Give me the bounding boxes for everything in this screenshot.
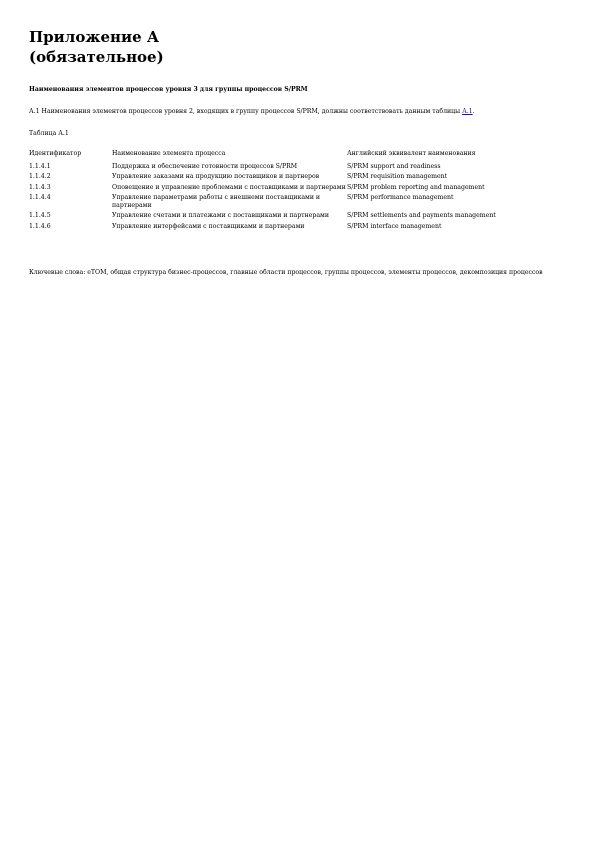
section-subtitle: Наименования элементов процессов уровня 3 для группы процессов S/PRM [29, 86, 308, 93]
page-title [29, 27, 569, 67]
cell-english: S/PRM requisition management [347, 173, 448, 180]
cell-english: S/PRM problem reporting and management [347, 183, 485, 191]
table-row [29, 173, 569, 184]
paragraph-end: . [472, 108, 475, 115]
table-reference-link[interactable]: А.1 [462, 108, 473, 115]
cell-identifier: 1.1.4.5 [29, 212, 51, 219]
cell-name: Управление интерфейсами с поставщиками и партнерами [112, 222, 305, 230]
cell-english: S/PRM performance management [347, 194, 454, 201]
title-line-1: Приложение А [29, 28, 160, 46]
paragraph-text: А.1 Наименования элементов процессов уровня 2, входящих в группу процессов S/PRM, должны соответствовать данным таблицы [29, 108, 463, 115]
keywords-paragraph: Ключевые слова: eTOM, общая структура бизнес-процессов, главные области процессов, группы процессов, элементы процессов, декомпозиция процессов [29, 269, 543, 276]
process-elements-table [29, 150, 569, 233]
cell-english: S/PRM support and readiness [347, 162, 441, 170]
cell-name: Поддержка и обеспечение готовности процессов S/PRM [112, 162, 298, 170]
cell-identifier: 1.1.4.1 [29, 162, 51, 170]
cell-name: Оповещение и управление проблемами с поставщиками и партнерами [112, 183, 346, 191]
cell-english: S/PRM settlements and payments management [347, 212, 496, 219]
header-identifier: Идентификатор [29, 150, 82, 157]
table-row [29, 223, 569, 234]
header-name: Наименование элемента процесса [112, 150, 226, 157]
table-header-row [29, 150, 569, 163]
intro-paragraph [29, 108, 569, 116]
cell-identifier: 1.1.4.6 [29, 222, 51, 230]
cell-name: Управление параметрами работы с внешнеми поставщиками и партнерами [112, 194, 321, 209]
cell-identifier: 1.1.4.4 [29, 194, 51, 201]
cell-name: Управление счетами и платежами с поставщиками и партнерами [112, 212, 329, 219]
document-page [29, 27, 569, 284]
table-row [29, 163, 569, 174]
title-line-2: (обязательное) [29, 48, 164, 66]
table-row [29, 194, 569, 212]
table-row [29, 212, 569, 223]
cell-name: Управление заказами на продукцию поставщиков и партнеров [112, 173, 320, 180]
cell-english: S/PRM interface management [347, 222, 442, 230]
table-caption: Таблица А.1 [29, 130, 69, 137]
cell-identifier: 1.1.4.3 [29, 183, 51, 191]
table-row [29, 184, 569, 195]
cell-identifier: 1.1.4.2 [29, 173, 51, 180]
header-english: Английский эквивалент наименования [347, 150, 476, 157]
